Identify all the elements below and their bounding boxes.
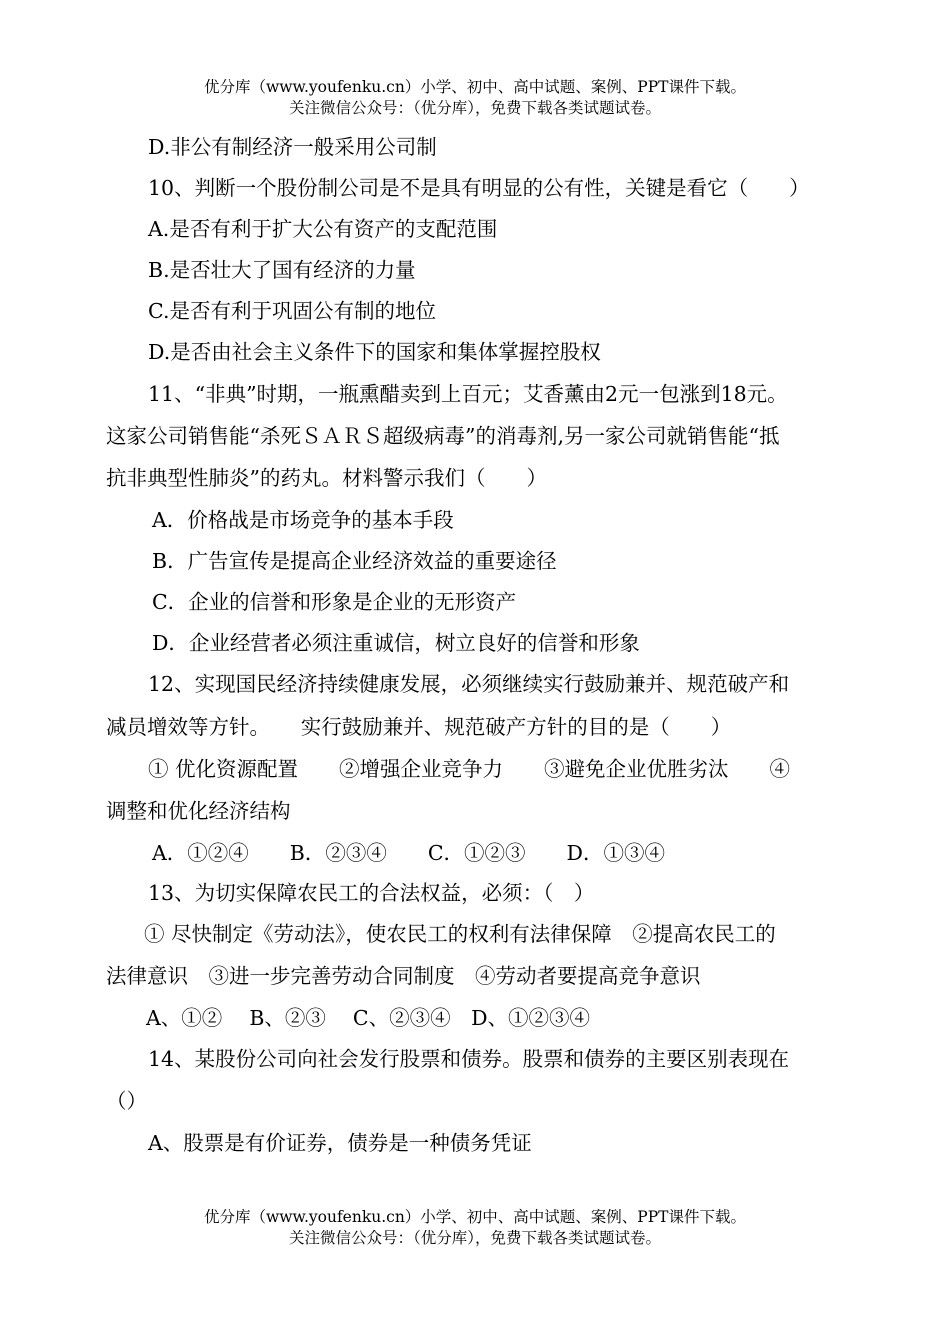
question-11-line-1: 11、“非典”时期，一瓶熏醋卖到上百元；艾香薰由2元一包涨到18元。	[148, 382, 788, 406]
option-c-q11: C．企业的信誉和形象是企业的无形资产	[152, 590, 517, 614]
option-d-q9: D.非公有制经济一般采用公司制	[148, 135, 437, 159]
question-12-options: A．①②④ B．②③④ C．①②③ D．①③④	[152, 841, 665, 865]
question-14-line-1: 14、某股份公司向社会发行股票和债券。股票和债券的主要区别表现在	[148, 1047, 790, 1071]
footer-line-2: 关注微信公众号：（优分库），免费下载各类试题试卷。	[288, 1229, 661, 1247]
question-12-line-2: 减员增效等方针。 实行鼓励兼并、规范破产方针的目的是（ ）	[106, 715, 732, 739]
question-13-statements-line-1: ① 尽快制定《劳动法》，使农民工的权利有法律保障 ②提高农民工的	[144, 922, 776, 946]
header-line-2: 关注微信公众号：（优分库），免费下载各类试题试卷。	[288, 99, 661, 117]
question-13-options: A、①② B、②③ C、②③④ D、①②③④	[146, 1006, 591, 1030]
option-a-q11: A．价格战是市场竞争的基本手段	[152, 508, 454, 532]
option-d-q10: D.是否由社会主义条件下的国家和集体掌握控股权	[148, 340, 601, 364]
option-a-q14: A、股票是有价证券，债券是一种债务凭证	[148, 1131, 532, 1155]
option-c-q10: C.是否有利于巩固公有制的地位	[148, 299, 436, 323]
question-10: 10、判断一个股份制公司是不是具有明显的公有性，关键是看它（ ）	[148, 176, 810, 200]
question-14-line-2: （）	[106, 1089, 147, 1113]
option-a-q10: A.是否有利于扩大公有资产的支配范围	[148, 217, 498, 241]
page-footer	[0, 1207, 950, 1249]
question-12-statements-line-2: 调整和优化经济结构	[106, 799, 291, 823]
option-b-q11: B．广告宣传是提高企业经济效益的重要途径	[152, 549, 557, 573]
footer-line-1: 优分库（www.youfenku.cn）小学、初中、高中试题、案例、PPT课件下载。	[203, 1208, 747, 1226]
option-d-q11: D．企业经营者必须注重诚信，树立良好的信誉和形象	[152, 631, 640, 655]
question-12-statements-line-1: ① 优化资源配置 ②增强企业竞争力 ③避免企业优胜劣汰 ④	[148, 757, 791, 781]
question-11-line-3: 抗非典型性肺炎”的药丸。材料警示我们（ ）	[106, 466, 547, 490]
question-11-line-2: 这家公司销售能“杀死ＳＡＲＳ超级病毒”的消毒剂,另一家公司就销售能“抵	[106, 424, 780, 448]
option-b-q10: B.是否壮大了国有经济的力量	[148, 258, 416, 282]
question-13-statements-line-2: 法律意识 ③进一步完善劳动合同制度 ④劳动者要提高竞争意识	[106, 964, 701, 988]
question-13: 13、为切实保障农民工的合法权益，必须：（ ）	[148, 881, 595, 905]
header-line-1: 优分库（www.youfenku.cn）小学、初中、高中试题、案例、PPT课件下载。	[203, 78, 747, 96]
question-12-line-1: 12、实现国民经济持续健康发展，必须继续实行鼓励兼并、规范破产和	[148, 672, 790, 696]
page-header	[0, 77, 950, 119]
